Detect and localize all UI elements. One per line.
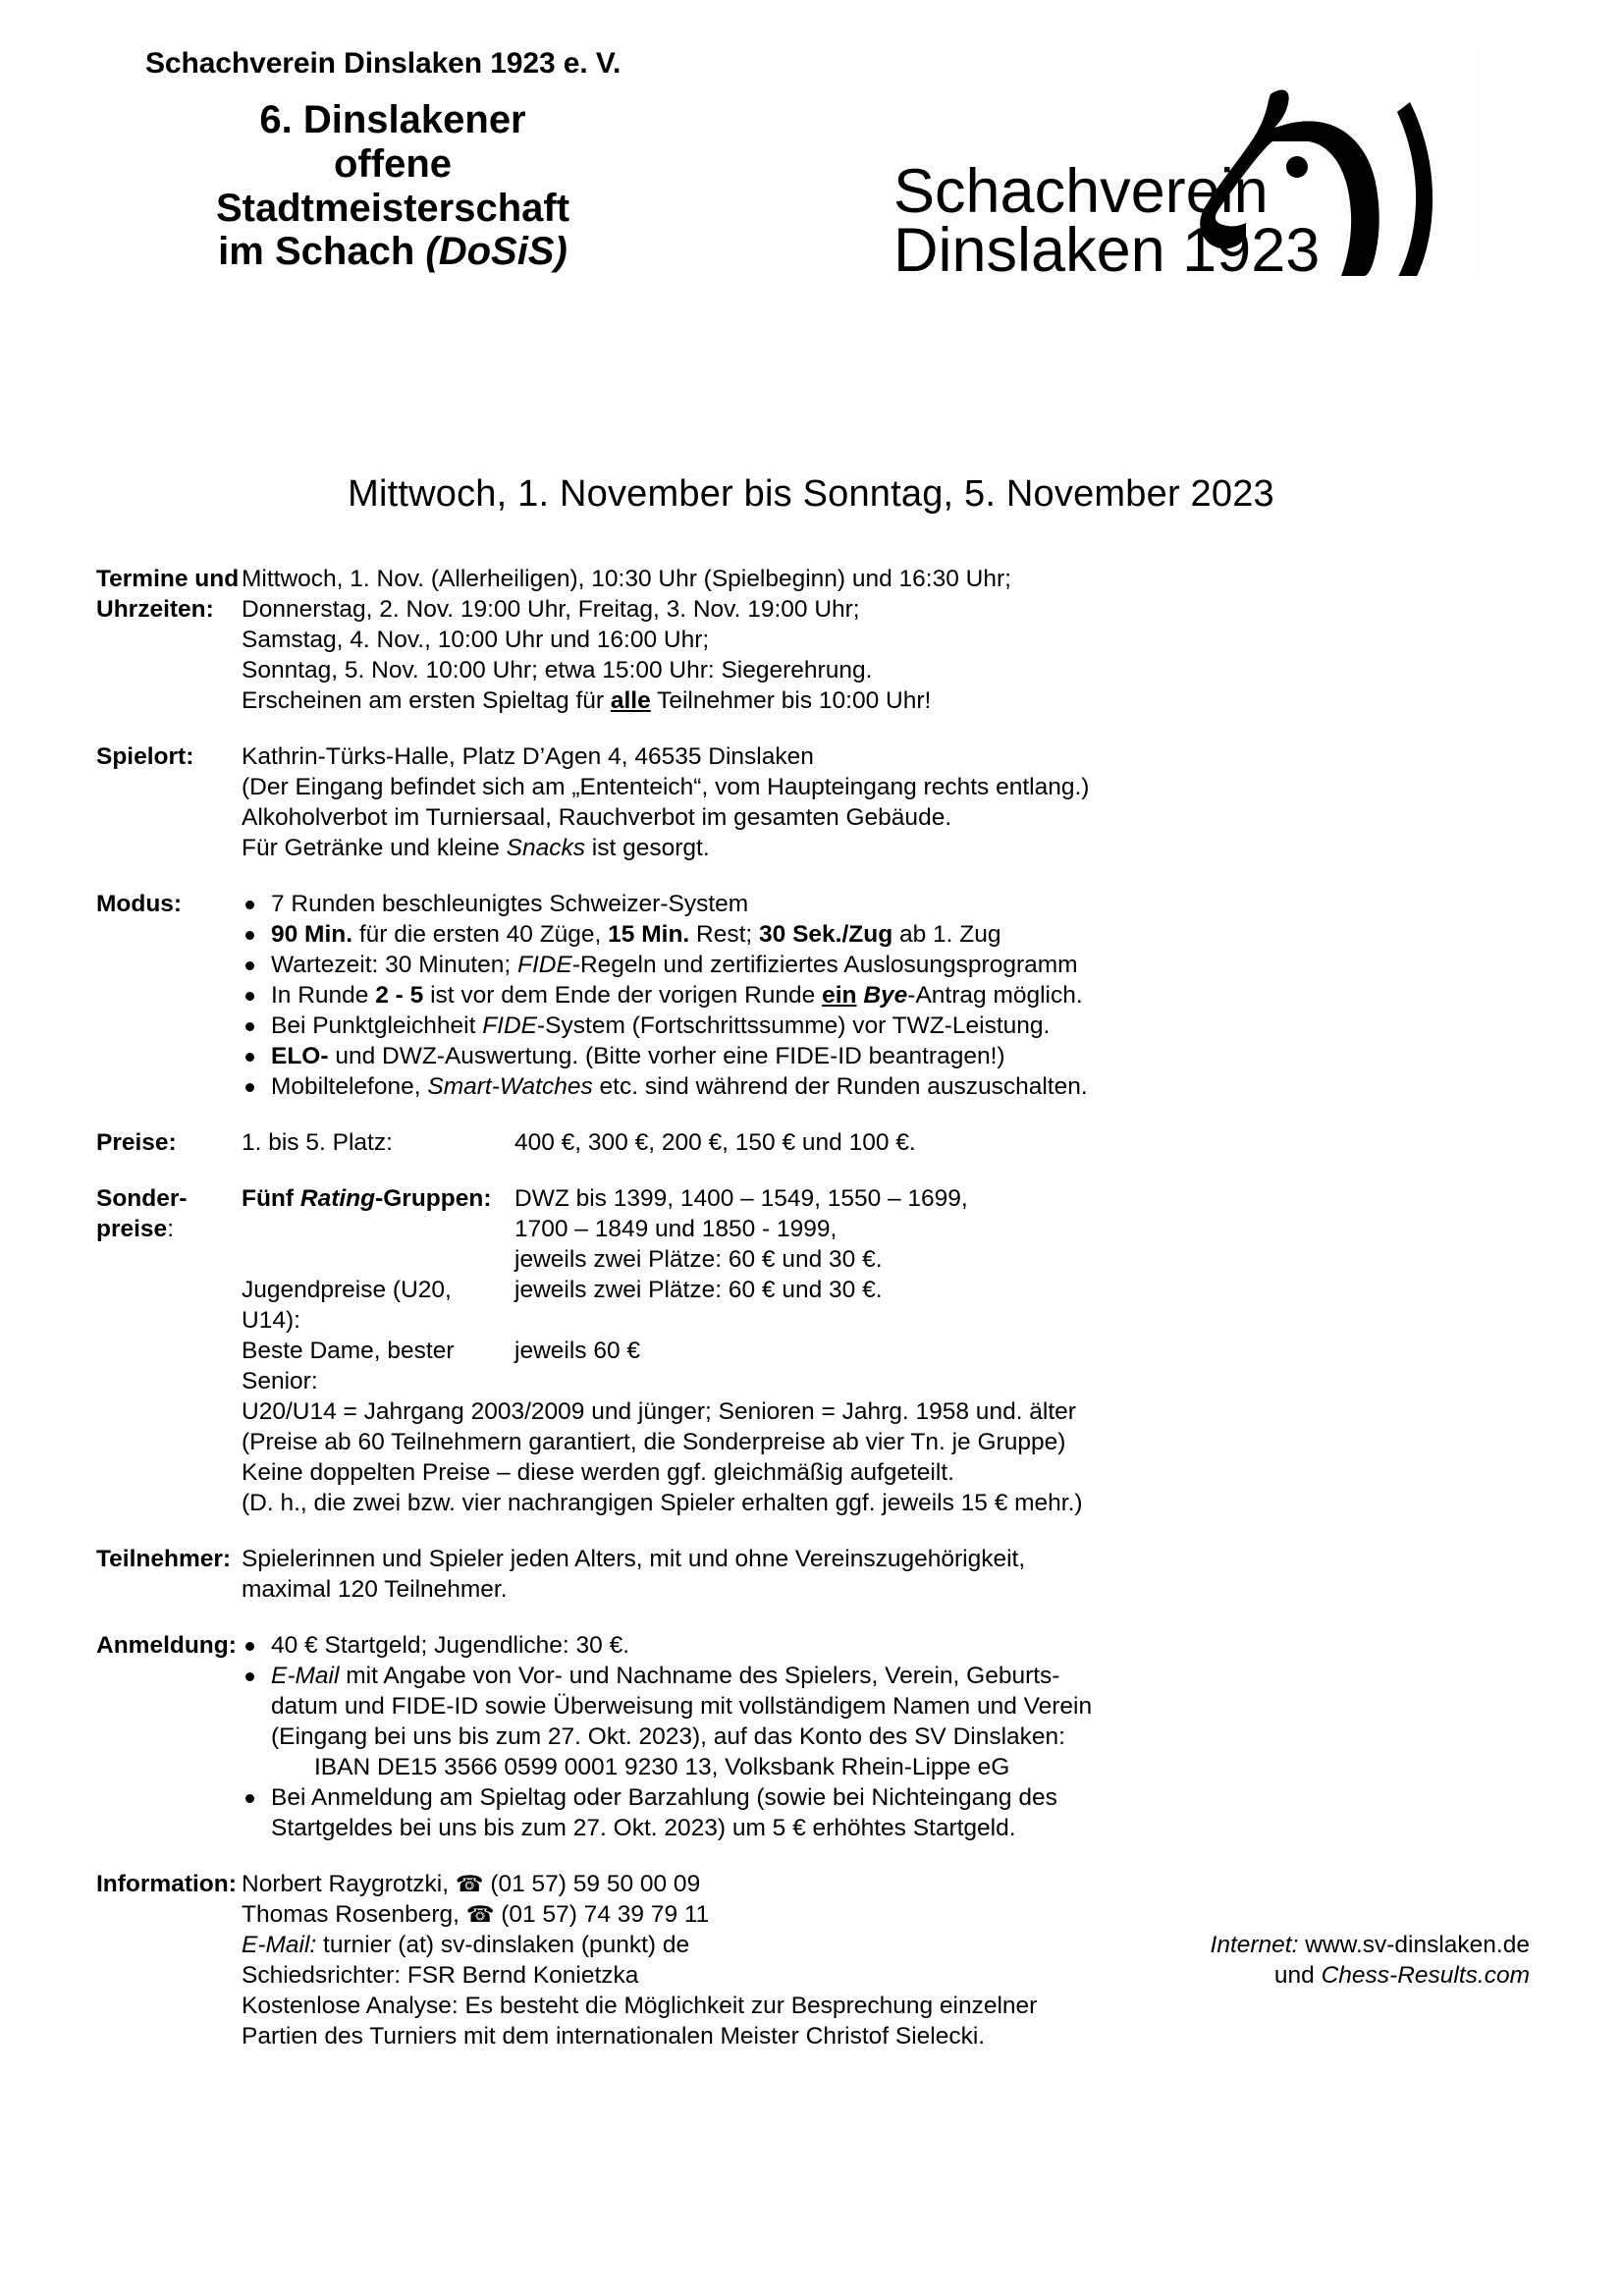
section-information-body [242, 1869, 1622, 2051]
spielort-entrance-note: (Der Eingang befindet sich am „Ententeich“, vom Haupteingang rechts entlang.) [242, 774, 1090, 800]
section-modus-body [242, 889, 1622, 1102]
section-termine [0, 564, 1622, 716]
modus-bullet-list [242, 889, 1563, 1102]
section-teilnehmer-label: Teilnehmer: [96, 1546, 232, 1572]
late-fee-line-a: Bei Anmeldung am Spieltag oder Barzahlung (sowie bei Nichteingang des [271, 1784, 1057, 1811]
section-sonderpreise-label [0, 1183, 242, 1244]
anmeldung-bullet-item [242, 1661, 1563, 1782]
contact-2-name: Thomas Rosenberg, [242, 1901, 460, 1928]
title-line-3: Stadtmeisterschaft [215, 186, 570, 230]
modus-bullet-item: ELO- und DWZ-Auswertung. (Bitte vorher eine FIDE-ID beantragen!) [242, 1041, 1563, 1071]
section-sonderpreise-body [242, 1183, 1622, 1518]
modus-bullet-item: Mobiltelefone, Smart-Watches etc. sind während der Runden auszuschalten. [242, 1071, 1563, 1102]
section-termine-body [242, 564, 1622, 716]
referee-row: Schiedsrichter: FSR Bernd Konietzka [242, 1962, 639, 1989]
anmeldung-bullet-item [242, 1782, 1563, 1843]
termine-line: Mittwoch, 1. Nov. (Allerheiligen), 10:30 Uhr (Spielbeginn) und 16:30 Uhr; [242, 566, 1011, 592]
club-logo-svg [880, 47, 1479, 276]
women-senior-prize-row [242, 1336, 1563, 1396]
rating-groups-value-2: 1700 – 1849 und 1850 - 1999, [514, 1216, 838, 1242]
title-line-2: offene [334, 141, 452, 186]
modus-bullet-item: Bei Punktgleichheit FIDE-System (Fortschrittssumme) vor TWZ-Leistung. [242, 1011, 1563, 1041]
email-internet-row [242, 1930, 1563, 1960]
section-termine-label-line1: Termine und [96, 566, 240, 592]
flyer-content [0, 564, 1622, 2077]
title-line-4-text: im Schach [218, 230, 426, 274]
spielort-rules-note: Alkoholverbot im Turniersaal, Rauchverbot im gesamten Gebäude. [242, 804, 952, 831]
knight-eye [1286, 156, 1308, 178]
contact-1-name: Norbert Raygrotzki, [242, 1871, 450, 1897]
internet-row [1211, 1930, 1563, 1960]
spielort-address: Kathrin-Türks-Halle, Platz D’Agen 4, 46535 Dinslaken [242, 743, 814, 770]
section-preise-body [242, 1127, 1622, 1158]
catering-c: ist gesorgt. [585, 835, 710, 861]
email-term: E-Mail [271, 1663, 340, 1689]
section-preise [0, 1127, 1622, 1158]
modus-bullet-item: 90 Min. für die ersten 40 Züge, 15 Min. Rest; 30 Sek./Zug ab 1. Zug [242, 919, 1563, 950]
logo-text-line-2: Dinslaken 1923 [893, 216, 1321, 276]
tournament-date-line: Mittwoch, 1. November bis Sonntag, 5. November 2023 [348, 473, 1274, 515]
analysis-line-1: Kostenlose Analyse: Es besteht die Möglichkeit zur Besprechung einzelner [242, 1993, 1038, 2019]
sonderpreise-label-line1: Sonder- [96, 1185, 188, 1212]
website-url[interactable]: www.sv-dinslaken.de [1298, 1932, 1530, 1958]
club-name: Schachverein Dinslaken 1923 e. V. [145, 47, 622, 80]
youth-prize-row [242, 1275, 1563, 1336]
section-anmeldung [0, 1630, 1622, 1843]
section-preise-label: Preise: [96, 1129, 177, 1156]
attendance-note-a: Erscheinen am ersten Spieltag für [242, 687, 611, 714]
time-control-rest: 15 Min. [608, 921, 690, 948]
women-senior-prize-value: jeweils 60 € [514, 1338, 641, 1364]
rating-groups-spacer-2 [242, 1244, 514, 1275]
anmeldung-line-c: datum und FIDE-ID sowie Überweisung mit vollständigem Namen und Verein [271, 1693, 1093, 1720]
termine-line: Sonntag, 5. Nov. 10:00 Uhr; etwa 15:00 Uhr: Siegerehrung. [242, 657, 873, 683]
document-header [0, 0, 1622, 324]
termine-line: Samstag, 4. Nov., 10:00 Uhr und 16:00 Uhr; [242, 627, 710, 653]
title-line-4 [137, 230, 648, 274]
elo-label: ELO- [271, 1043, 329, 1069]
modus-bullet-item: Wartezeit: 30 Minuten; FIDE-Regeln und zertifiziertes Auslosungsprogramm [242, 950, 1563, 980]
youth-prize-value: jeweils zwei Plätze: 60 € und 30 €. [514, 1277, 883, 1303]
rating-groups-row-3 [242, 1244, 1563, 1275]
section-modus-label: Modus: [96, 891, 183, 917]
bye-term: Bye [856, 982, 908, 1009]
termine-attendance-note [242, 685, 1563, 716]
section-teilnehmer [0, 1544, 1622, 1605]
rating-groups-label: Fünf Rating-Gruppen: [242, 1185, 492, 1212]
title-acronym: (DoSiS) [425, 230, 568, 274]
anmeldung-email-row: E-Mail mit Angabe von Vor- und Nachname des Spielers, Verein, Geburts- [271, 1663, 1060, 1689]
section-information [0, 1869, 1622, 2051]
section-anmeldung-label: Anmeldung: [96, 1632, 237, 1659]
youth-prize-label: Jugendpreise (U20, U14): [242, 1277, 452, 1334]
title-line-1: 6. Dinslakener [259, 98, 526, 141]
logo-text-line-1: Schachverein [893, 157, 1269, 226]
teilnehmer-max: maximal 120 Teilnehmer. [242, 1576, 508, 1603]
modus-bullet-item: In Runde 2 - 5 ist vor dem Ende der vorigen Runde ein Bye-Antrag möglich. [242, 980, 1563, 1011]
phone-icon: ☎ [465, 1901, 495, 1927]
section-modus [0, 889, 1622, 1102]
analysis-line-2: Partien des Turniers mit dem internationalen Meister Christof Sielecki. [242, 2023, 986, 2050]
referee-results-row [242, 1960, 1563, 1991]
internet-label: Internet: [1210, 1932, 1299, 1958]
late-fee-line-b: Startgeldes bei uns bis zum 27. Okt. 2023) um 5 € erhöhtes Startgeld. [271, 1815, 1016, 1841]
spielort-catering-note [242, 833, 1563, 863]
chess-results-link[interactable]: Chess-Results.com [1321, 1962, 1530, 1989]
anmeldung-bullet-list [242, 1630, 1563, 1843]
contact-2 [242, 1899, 1563, 1930]
no-double-prize-note: Keine doppelten Preise – diese werden ggf. gleichmäßig aufgeteilt. [242, 1459, 954, 1486]
page-title [137, 98, 648, 274]
und-label: und [1273, 1962, 1322, 1989]
email-label: E-Mail: [242, 1932, 317, 1958]
club-logo [880, 47, 1479, 276]
rating-groups-row [242, 1183, 1563, 1214]
contact-1-phone: (01 57) 59 50 00 09 [490, 1871, 701, 1897]
section-termine-label [0, 564, 242, 625]
prize-guarantee-note: (Preise ab 60 Teilnehmern garantiert, die Sonderpreise ab vier Tn. je Gruppe) [242, 1429, 1066, 1455]
catering-a: Für Getränke und kleine [242, 835, 507, 861]
attendance-note-emphasis: alle [610, 687, 651, 714]
email-value[interactable]: turnier (at) sv-dinslaken (punkt) de [316, 1932, 690, 1958]
email-row [242, 1930, 689, 1960]
time-control-increment: 30 Sek./Zug [759, 921, 893, 948]
rating-groups-value: DWZ bis 1399, 1400 – 1549, 1550 – 1699, [514, 1185, 968, 1212]
prize-rank-range: 1. bis 5. Platz: [242, 1129, 393, 1156]
section-anmeldung-body [242, 1630, 1622, 1843]
section-termine-label-line2: Uhrzeiten: [96, 596, 214, 623]
time-control-main: 90 Min. [271, 921, 353, 948]
bye-rounds: 2 - 5 [375, 982, 424, 1009]
age-definition-note: U20/U14 = Jahrgang 2003/2009 und jünger; Senioren = Jahrg. 1958 und. älter [242, 1398, 1076, 1425]
section-teilnehmer-body [242, 1544, 1622, 1605]
section-sonderpreise [0, 1183, 1622, 1518]
attendance-note-c: Teilnehmer bis 10:00 Uhr! [650, 687, 932, 714]
termine-line: Donnerstag, 2. Nov. 19:00 Uhr, Freitag, 3. Nov. 19:00 Uhr; [242, 596, 860, 623]
rating-groups-spacer [242, 1214, 514, 1244]
anmeldung-line-d: (Eingang bei uns bis zum 27. Okt. 2023), auf das Konto des SV Dinslaken: [271, 1723, 1065, 1750]
phone-icon: ☎ [455, 1871, 484, 1896]
section-spielort-label: Spielort: [96, 743, 194, 770]
catering-italic: Snacks [506, 835, 585, 861]
teilnehmer-line: Spielerinnen und Spieler jeden Alters, mit und ohne Vereinszugehörigkeit, [242, 1546, 1026, 1572]
rating-groups-row-2 [242, 1214, 1563, 1244]
prize-amounts: 400 €, 300 €, 200 €, 150 € und 100 €. [514, 1129, 916, 1156]
chess-results-row [1274, 1960, 1563, 1991]
section-information-label: Information: [96, 1871, 237, 1897]
rating-groups-prizes: jeweils zwei Plätze: 60 € und 30 €. [514, 1246, 883, 1273]
contact-1 [242, 1869, 1563, 1899]
anmeldung-bullet-item: 40 € Startgeld; Jugendliche: 30 €. [242, 1630, 1563, 1661]
section-spielort-body [242, 741, 1622, 863]
contact-2-phone: (01 57) 74 39 79 11 [501, 1901, 710, 1928]
prize-redistribution-note: (D. h., die zwei bzw. vier nachrangigen Spieler erhalten ggf. jeweils 15 € mehr.) [242, 1490, 1083, 1516]
prize-row [242, 1127, 1563, 1158]
section-spielort [0, 741, 1622, 863]
women-senior-prize-label: Beste Dame, bester Senior: [242, 1338, 455, 1394]
modus-bullet-item: 7 Runden beschleunigtes Schweizer-System [242, 889, 1563, 919]
bank-iban: IBAN DE15 3566 0599 0001 9230 13, Volksbank Rhein-Lippe eG [314, 1754, 1010, 1780]
sonderpreise-label-line2: preise: [96, 1216, 174, 1242]
